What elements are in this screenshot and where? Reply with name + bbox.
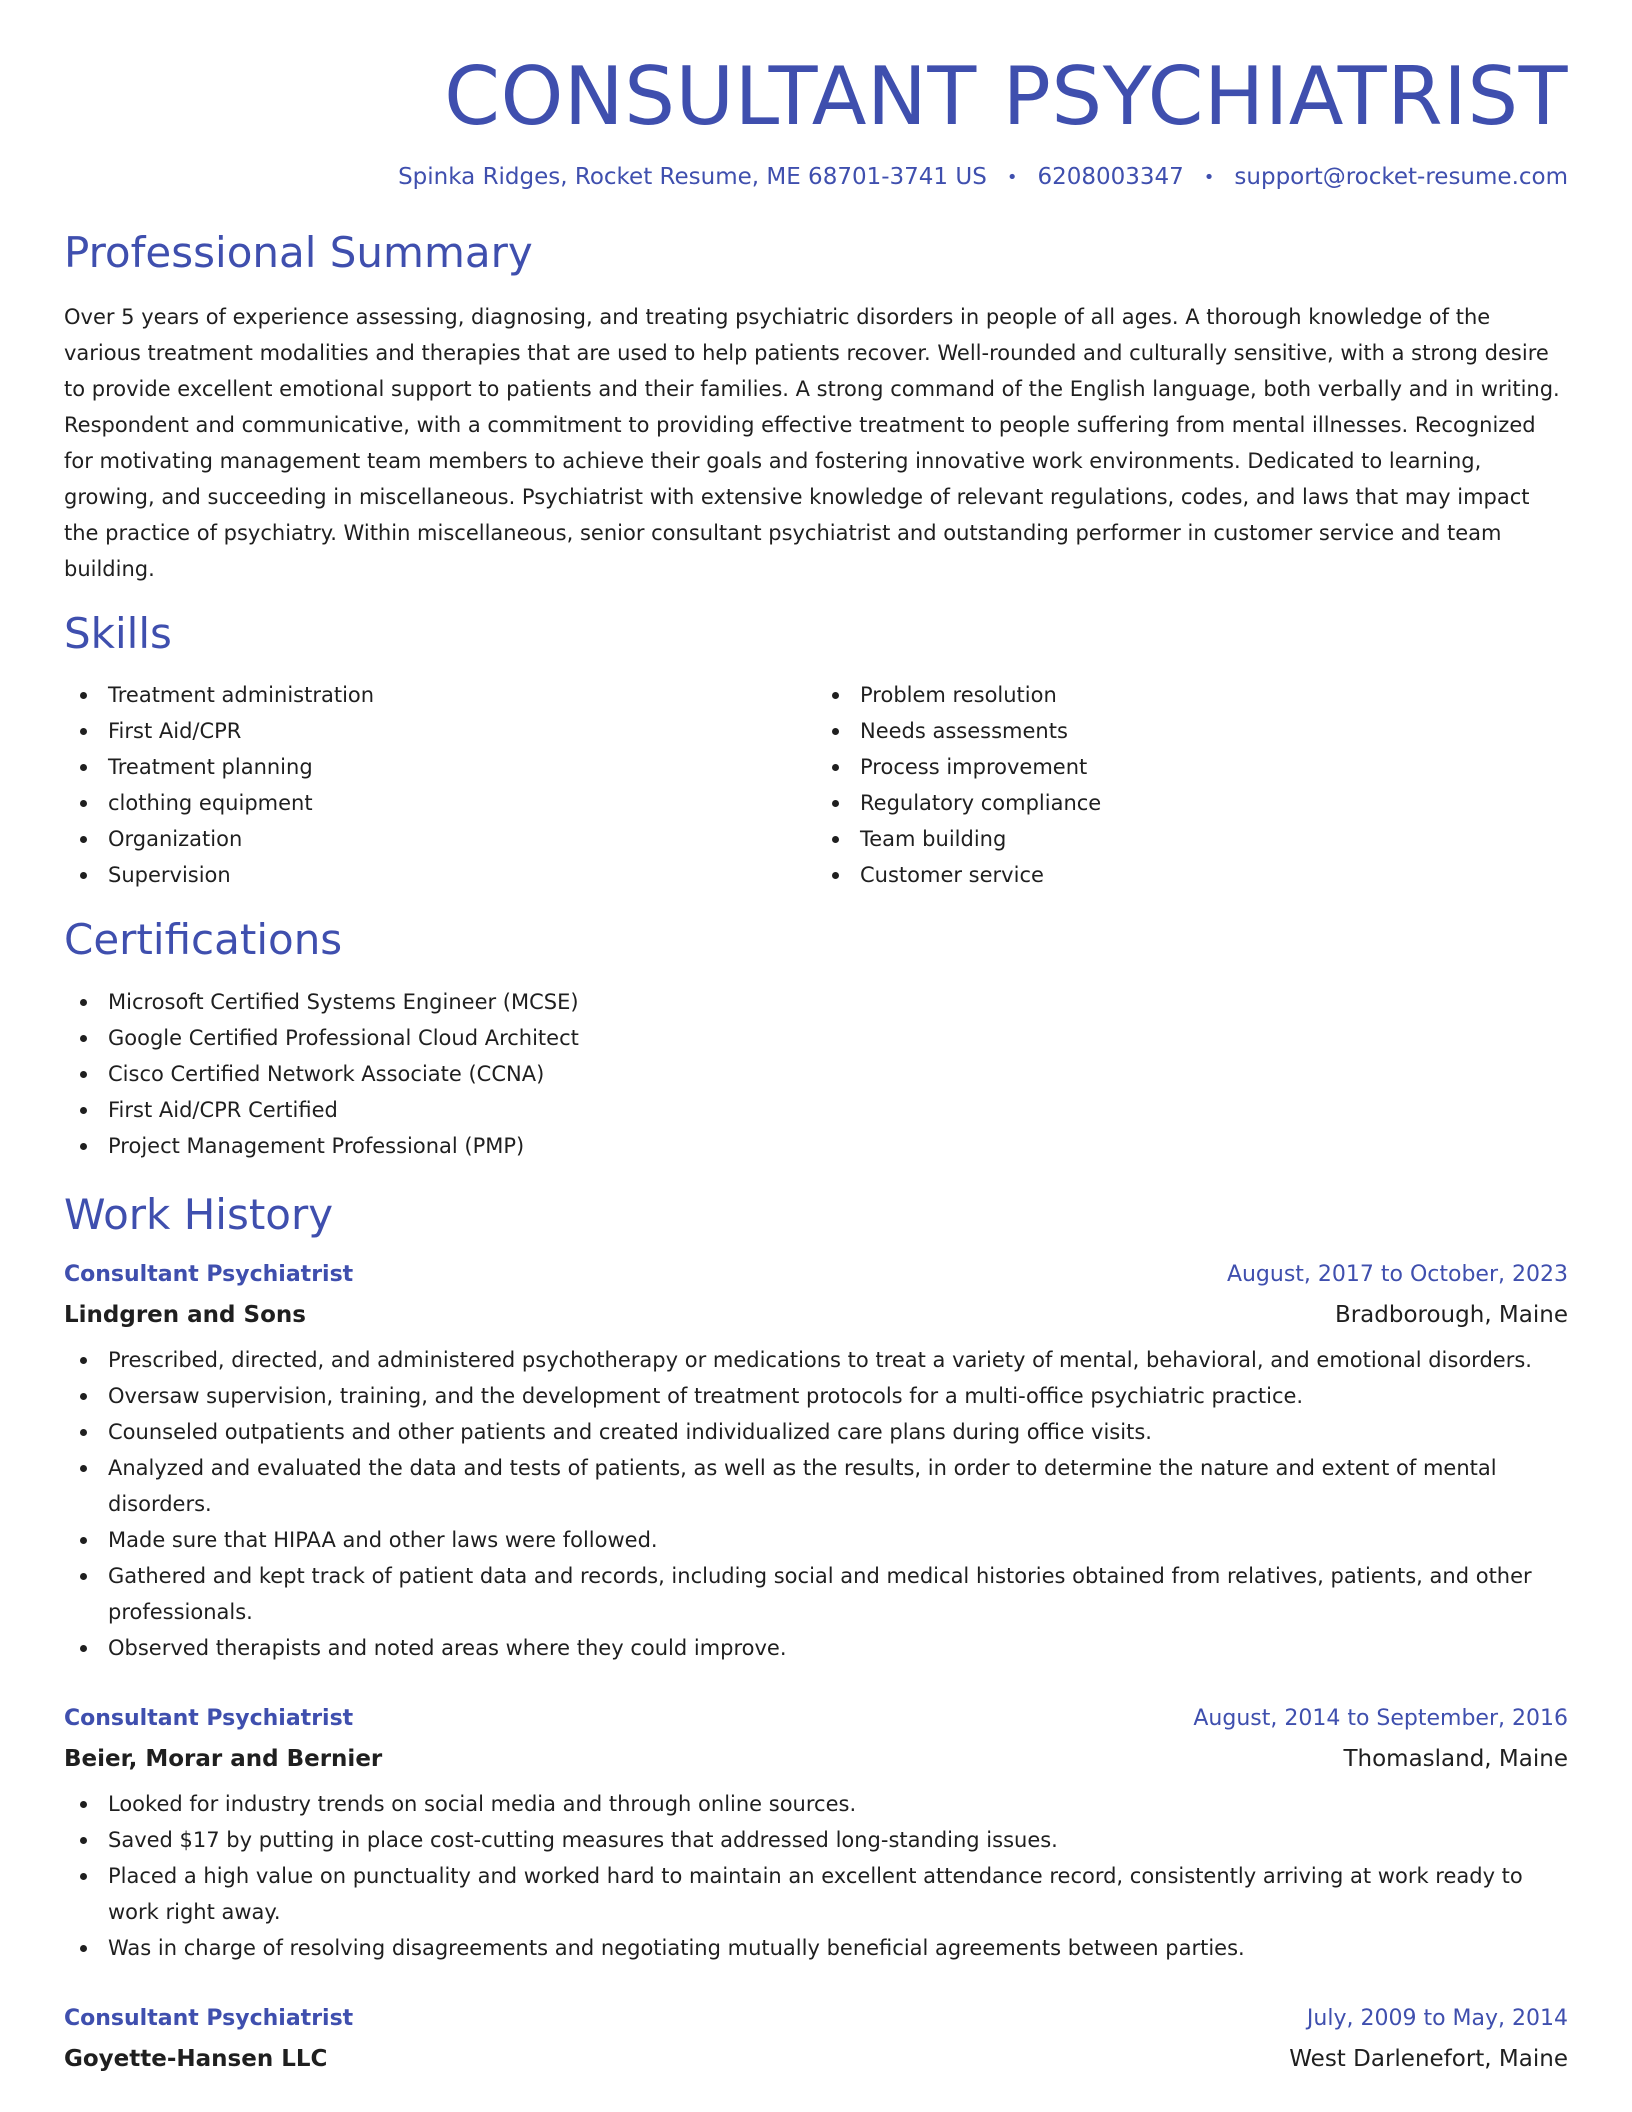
job-location: West Darlenefort, Maine (1289, 2045, 1568, 2072)
contact-phone: 6208003347 (1037, 164, 1184, 191)
certification-item: Microsoft Certified Systems Engineer (MCSE) (64, 984, 1568, 1020)
summary-section (64, 228, 1568, 586)
job-subheader (64, 1744, 1568, 1774)
contact-line (64, 164, 1568, 190)
job-duty: Was in charge of resolving disagreements and negotiating mutually beneficial agreements between parties. (64, 1930, 1568, 1966)
job-subheader (64, 1300, 1568, 1330)
job-role: Consultant Psychiatrist (64, 1261, 354, 1287)
job-subheader (64, 2044, 1568, 2074)
contact-email: support@rocket-resume.com (1234, 164, 1568, 191)
job-company: Beier, Morar and Bernier (64, 1745, 383, 1772)
resume-header (64, 50, 1568, 190)
skill-item: Supervision (64, 857, 816, 893)
skill-item: clothing equipment (64, 785, 816, 821)
job-role: Consultant Psychiatrist (64, 1705, 354, 1731)
job-location: Bradborough, Maine (1334, 1301, 1568, 1328)
skill-item: Process improvement (816, 749, 1568, 785)
job-header (64, 1704, 1568, 1734)
certification-item: Cisco Certified Network Associate (CCNA) (64, 1056, 1568, 1092)
resume-title: CONSULTANT PSYCHIATRIST (444, 50, 1568, 143)
job-duty: Oversaw supervision, training, and the development of treatment protocols for a multi-office psychiatric practice. (64, 1378, 1568, 1414)
job-duty: Gathered and kept track of patient data and records, including social and medical histories obtained from relatives, patients, and other professionals. (64, 1558, 1568, 1630)
contact-address: Spinka Ridges, Rocket Resume, ME 68701-3741 US (398, 164, 987, 191)
job-duty: Saved $17 by putting in place cost-cutting measures that addressed long-standing issues. (64, 1822, 1568, 1858)
summary-heading: Professional Summary (64, 228, 533, 278)
skills-section (64, 609, 1568, 893)
certifications-list (64, 984, 1568, 1164)
contact-separator: • (1006, 166, 1018, 188)
contact-separator: • (1203, 166, 1215, 188)
certification-item: Google Certified Professional Cloud Architect (64, 1020, 1568, 1056)
job-duty: Looked for industry trends on social media and through online sources. (64, 1786, 1568, 1822)
job-entry (64, 2004, 1568, 2074)
certifications-heading: Certifications (64, 915, 343, 965)
skill-item: Regulatory compliance (816, 785, 1568, 821)
skill-item: Organization (64, 821, 816, 857)
job-dates: August, 2014 to September, 2016 (1193, 1705, 1568, 1731)
job-location: Thomasland, Maine (1343, 1745, 1568, 1772)
certification-item: Project Management Professional (PMP) (64, 1128, 1568, 1164)
job-duty: Made sure that HIPAA and other laws were followed. (64, 1522, 1568, 1558)
skill-item: Problem resolution (816, 677, 1568, 713)
skills-list-left (64, 677, 816, 893)
job-dates: July, 2009 to May, 2014 (1306, 2005, 1568, 2031)
skills-columns (64, 677, 1568, 893)
skill-item: Treatment planning (64, 749, 816, 785)
summary-text: Over 5 years of experience assessing, diagnosing, and treating psychiatric disorders in people of all ages. A thorough knowledge of the various treatment modalities and therapies that are used to help patients recover. Well-rounded and culturally sensitive, with a strong desire to provide excellent emotional support to patients and their families. A strong command of the English language, both verbally and in writing. Respondent and communicative, with a commitment to providing effective treatment to people suffering from mental illnesses. Recognized for motivating management team members to achieve their goals and fostering innovative work environments. Dedicated to learning, growing, and succeeding in miscellaneous. Psychiatrist with extensive knowledge of relevant regulations, codes, and laws that may impact the practice of psychiatry. Within miscellaneous, senior consultant psychiatrist and outstanding performer in customer service and team building. (64, 304, 1560, 581)
job-company: Lindgren and Sons (64, 1301, 306, 1328)
skill-item: Needs assessments (816, 713, 1568, 749)
job-company: Goyette-Hansen LLC (64, 2045, 328, 2072)
job-duty: Counseled outpatients and other patients and created individualized care plans during office visits. (64, 1414, 1568, 1450)
skills-list-right (816, 677, 1568, 893)
certifications-section (64, 915, 1568, 1163)
work-history-heading: Work History (64, 1189, 334, 1239)
job-header (64, 1260, 1568, 1290)
job-duties-list (64, 1786, 1568, 1966)
job-entry (64, 1260, 1568, 1666)
job-duty: Placed a high value on punctuality and worked hard to maintain an excellent attendance record, consistently arriving at work ready to work right away. (64, 1858, 1568, 1930)
skill-item: First Aid/CPR (64, 713, 816, 749)
job-entry (64, 1704, 1568, 1966)
skill-item: Treatment administration (64, 677, 816, 713)
job-header (64, 2004, 1568, 2034)
skill-item: Team building (816, 821, 1568, 857)
job-duty: Observed therapists and noted areas where they could improve. (64, 1630, 1568, 1666)
job-duty: Analyzed and evaluated the data and tests of patients, as well as the results, in order to determine the nature and extent of mental disorders. (64, 1450, 1568, 1522)
job-role: Consultant Psychiatrist (64, 2005, 354, 2031)
job-duties-list (64, 1342, 1568, 1666)
skill-item: Customer service (816, 857, 1568, 893)
skills-heading: Skills (64, 608, 172, 658)
job-duty: Prescribed, directed, and administered psychotherapy or medications to treat a variety of mental, behavioral, and emotional disorders. (64, 1342, 1568, 1378)
job-dates: August, 2017 to October, 2023 (1226, 1261, 1568, 1287)
certification-item: First Aid/CPR Certified (64, 1092, 1568, 1128)
work-history-section (64, 1190, 1568, 2074)
